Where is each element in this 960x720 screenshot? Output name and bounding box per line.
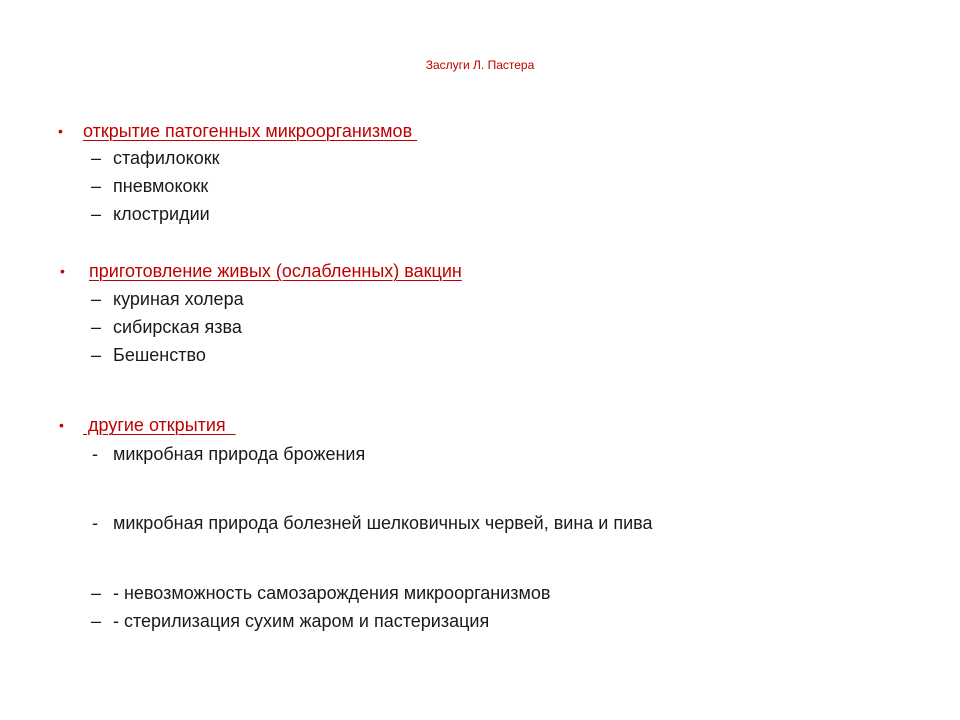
list-item: сибирская язва: [113, 317, 242, 337]
dash-marker: –: [91, 289, 102, 309]
bullet-marker: •: [58, 123, 63, 139]
list-item: куриная холера: [113, 289, 244, 309]
dash-marker: –: [91, 204, 102, 224]
list-item: микробная природа брожения: [113, 444, 366, 464]
dash-marker: –: [91, 176, 102, 196]
list-item: - стерилизация сухим жаром и пастеризация: [113, 611, 490, 631]
dash-marker: –: [91, 611, 102, 631]
section-heading: другие открытия: [83, 415, 236, 435]
section-heading: приготовление живых (ослабленных) вакцин: [89, 261, 462, 281]
section-heading: открытие патогенных микроорганизмов: [83, 121, 418, 141]
bullet-marker: •: [60, 263, 65, 279]
dash-marker: –: [91, 148, 102, 168]
list-item: стафилококк: [113, 148, 220, 168]
bullet-marker: •: [59, 417, 64, 433]
list-item: Бешенство: [113, 345, 206, 365]
dash-marker: –: [91, 583, 102, 603]
list-item: - невозможность самозарождения микроорганизмов: [113, 583, 551, 603]
dash-marker: -: [92, 444, 98, 464]
dash-marker: -: [92, 513, 98, 533]
dash-marker: –: [91, 345, 102, 365]
list-item: микробная природа болезней шелковичных червей, вина и пива: [113, 513, 653, 533]
list-item: клостридии: [113, 204, 210, 224]
slide-title: Заслуги Л. Пастера: [425, 58, 535, 72]
list-item: пневмококк: [113, 176, 209, 196]
dash-marker: –: [91, 317, 102, 337]
